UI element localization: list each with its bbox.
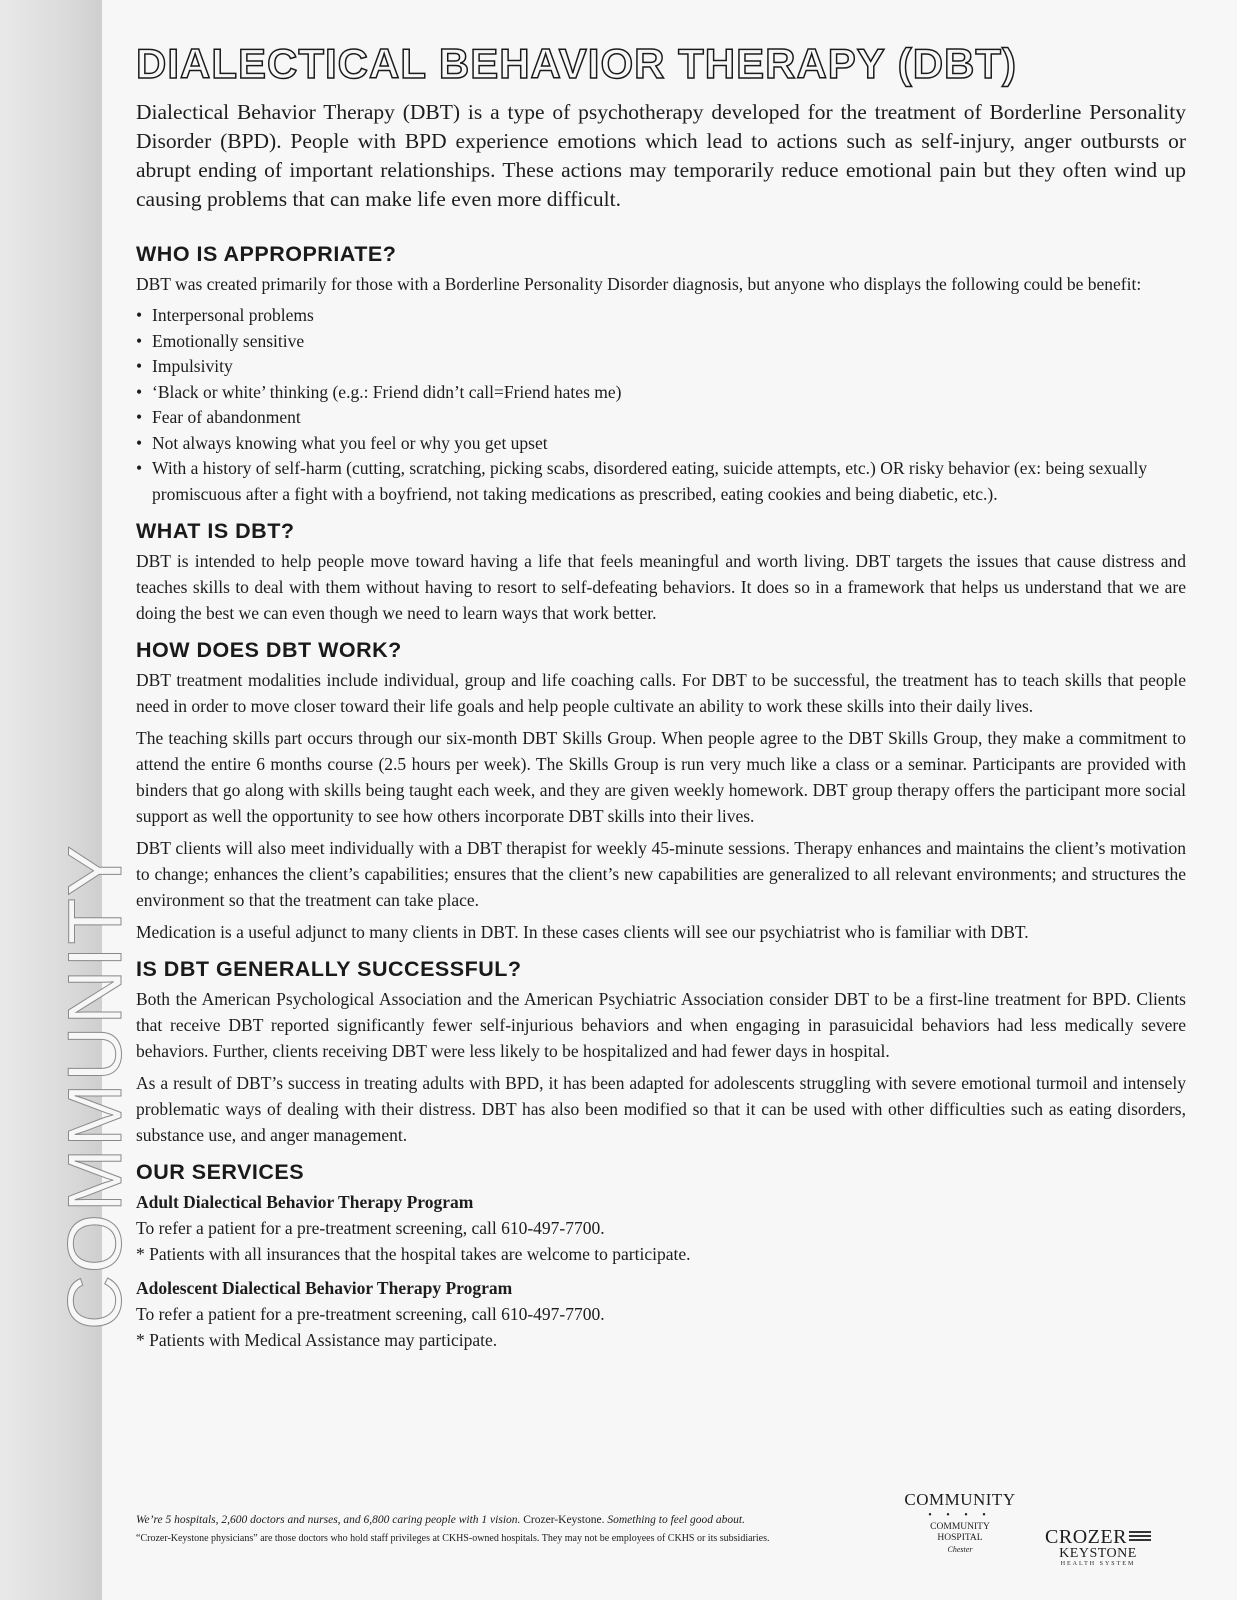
footer-tagline [136,1512,876,1528]
sidebar-band [0,0,138,1600]
paragraph: Medication is a useful adjunct to many clients in DBT. In these cases clients will see our psychiatrist who is familiar with DBT. [136,922,1029,942]
section-appropriate [136,242,1186,507]
list-item: • Emotionally sensitive [136,329,1186,355]
paragraph: The teaching skills part occurs through our six-month DBT Skills Group. When people agree to the DBT Skills Group, they make a commitment to attend the entire 6 months course (2.5 hours per week). The Skills Group is run very much like a class or a seminar. Participants are provided with binders that go along with skills being taught each week, and they are given weekly homework. DBT group therapy offers the participant more social support as well the opportunity to see how others incorporate DBT skills into their lives. [136,728,1186,826]
list-item: • Fear of abandonment [136,405,1186,431]
section-services [136,1160,1186,1353]
list-item: • Impulsivity [136,354,1186,380]
service-adult [136,1189,1186,1267]
service-note: * Patients with all insurances that the hospital takes are welcome to participate. [136,1244,691,1264]
footer-footnote: “Crozer-Keystone physicians” are those doctors who hold staff privileges at CKHS-owned hospitals. They may not be employees of CKHS or its subsidiaries. [136,1533,770,1544]
section-heading: HOW DOES DBT WORK? [136,638,402,662]
logo-health-system: HEALTH SYSTEM [1060,1561,1136,1567]
paragraph: DBT treatment modalities include individual, group and life coaching calls. For DBT to be successful, the treatment has to teach skills that people need in order to move closer toward their life goals and help people cultivate an ability to work these skills into their daily lives. [136,670,1186,716]
flag-icon [1129,1530,1151,1541]
paragraph: As a result of DBT’s success in treating adults with BPD, it has been adapted for adolescents struggling with severe emotional turmoil and intensely problematic ways of dealing with their distress. DBT has also been modified so that it can be used with other difficulties such as eating disorders, substance use, and anger management. [136,1073,1186,1145]
service-adolescent [136,1275,1186,1353]
list-item: • With a history of self-harm (cutting, scratching, picking scabs, disordered eating, suicide attempts, etc.) OR risky behavior (ex: being sexually promiscuous after a fight with a boyfriend, not taking medications as prescribed, eating cookies and being diabetic, etc.). [136,456,1186,507]
list-item: • Not always knowing what you feel or why you get upset [136,431,1186,457]
sidebar-watermark-text: COMMUNITY [53,843,138,1330]
document-body [136,40,1186,1365]
logo-crozer-word: CROZER [1045,1526,1127,1548]
criteria-list [136,303,1186,507]
section-heading: IS DBT GENERALLY SUCCESSFUL? [136,957,522,981]
logo-hospital-city: Chester [947,1545,973,1554]
list-item: • ‘Black or white’ thinking (e.g.: Friend didn’t call=Friend hates me) [136,380,1186,406]
logo-hospital-line2: HOSPITAL [937,1533,983,1543]
tagline-italic: We’re 5 hospitals, 2,600 doctors and nurses, and 6,800 caring people with 1 vision. [136,1514,521,1526]
page-title: DIALECTICAL BEHAVIOR THERAPY (DBT) [136,40,1018,87]
section-heading: OUR SERVICES [136,1160,305,1184]
crozer-keystone-logo [1038,1527,1158,1567]
logo-keystone-word: KEYSTONE [1059,1546,1137,1561]
tagline-end: Something to feel good about. [607,1514,746,1526]
logo-hospital-line1: COMMUNITY [930,1522,990,1532]
service-referral: To refer a patient for a pre-treatment screening, call 610-497-7700. [136,1304,605,1324]
tagline-brand: Crozer-Keystone. [523,1514,605,1526]
service-title: Adult Dialectical Behavior Therapy Program [136,1192,474,1212]
paragraph: DBT clients will also meet individually with a DBT therapist for weekly 45-minute sessions. Therapy enhances and maintains the client’s motivation to change; enhances the client’s capabilities; ensures that the client’s new capabilities are generalized to all relevant environments; and structures the environment so that the treatment can take place. [136,838,1186,910]
paragraph: Both the American Psychological Association and the American Psychiatric Association consider DBT to be a first-line treatment for BPD. Clients that receive DBT reported significantly fewer self-injurious behaviors and when engaging in parasuicidal behaviors had less medically severe behaviors. Further, clients receiving DBT were less likely to be hospitalized and had fewer days in hospital. [136,989,1186,1061]
section-lead: DBT was created primarily for those with a Borderline Personality Disorder diagnosis, but anyone who displays the following could be benefit: [136,274,1142,294]
section-heading: WHAT IS DBT? [136,519,295,543]
section-how [136,638,1186,945]
paragraph: DBT is intended to help people move toward having a life that feels meaningful and worth living. DBT targets the issues that cause distress and teaches skills to deal with them without having to resort to self-defeating behaviors. It does so in a framework that helps us understand that we are doing the best we can even though we need to learn ways that work better. [136,551,1186,623]
list-item: • Interpersonal problems [136,303,1186,329]
section-success [136,957,1186,1148]
service-note: * Patients with Medical Assistance may participate. [136,1330,498,1350]
service-title: Adolescent Dialectical Behavior Therapy Program [136,1278,513,1298]
logo-dots: • • • • [928,1510,992,1521]
section-heading: WHO IS APPROPRIATE? [136,242,397,266]
community-hospital-logo [895,1490,1025,1556]
footer [136,1512,876,1546]
service-referral: To refer a patient for a pre-treatment screening, call 610-497-7700. [136,1218,605,1238]
logo-community-word: COMMUNITY [904,1490,1016,1509]
intro-paragraph: Dialectical Behavior Therapy (DBT) is a type of psychotherapy developed for the treatment of Borderline Personality Disorder (BPD). People with BPD experience emotions which lead to actions such as self-injury, anger outbursts or abrupt ending of important relationships. These actions may temporarily reduce emotional pain but they often wind up causing problems that can make life even more difficult. [136,100,1186,211]
section-what [136,519,1186,626]
